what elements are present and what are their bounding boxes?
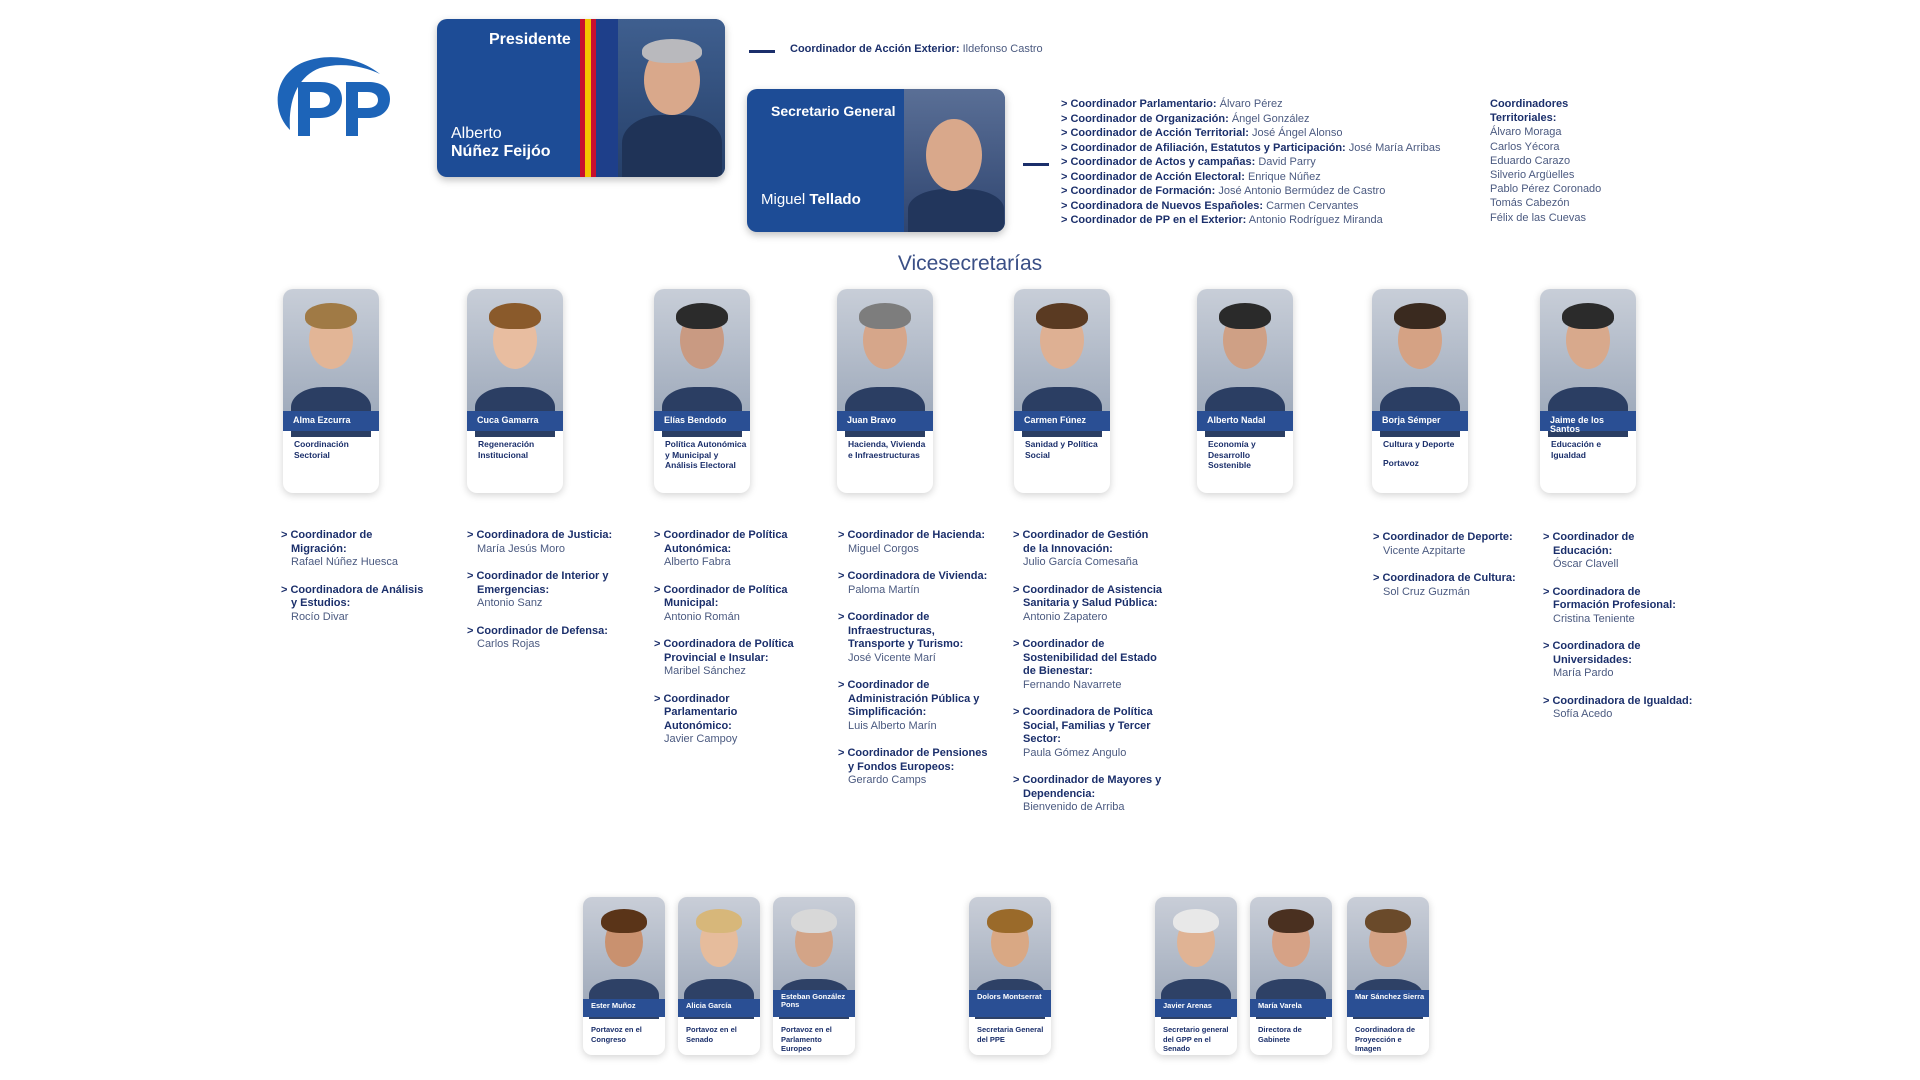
vice-photo-hair: [1394, 303, 1446, 329]
bottom-card: [1250, 897, 1332, 1055]
presidente-role: Presidente: [489, 31, 571, 48]
vice-card: [1540, 289, 1636, 493]
bottom-role: Directora de Gabinete: [1258, 1025, 1302, 1044]
bottom-card: [678, 897, 760, 1055]
coordinator-title: > Coordinador de Gestión de la Innovación:: [1013, 529, 1163, 556]
vice-role: [294, 439, 378, 460]
coordinator-name: Alberto Fabra: [664, 556, 731, 568]
vice-photo: [654, 289, 750, 431]
territorial-name: Silverio Argüelles: [1490, 169, 1575, 182]
vice-name: Carmen Fúnez: [1014, 411, 1110, 431]
coordinador-title: > Coordinador de Acción Electoral:: [1061, 170, 1245, 183]
coordinator-item: [281, 529, 431, 570]
vice-card: [1014, 289, 1110, 493]
coordinador-row: [1061, 184, 1481, 199]
bottom-photo-hair: [1365, 909, 1411, 933]
vice-photo-hair: [1562, 303, 1614, 329]
vicesecretarias-title: Vicesecretarías: [897, 252, 1043, 275]
coordinator-name: Maribel Sánchez: [664, 665, 746, 677]
secretario-name: [761, 191, 861, 208]
vice-role: [848, 439, 932, 460]
coordinator-item: [1543, 640, 1693, 681]
vice-card: [654, 289, 750, 493]
coordinator-item: [654, 638, 804, 679]
bottom-photo-hair: [1173, 909, 1219, 933]
secretario-card: [747, 89, 1005, 232]
vice-coordinators: [1373, 531, 1523, 613]
territorial-name: Eduardo Carazo: [1490, 154, 1571, 167]
coordinador-row: [1061, 155, 1481, 170]
coordinator-title: > Coordinador de Deporte:: [1373, 531, 1523, 545]
coordinator-title: > Coordinador de Educación:: [1543, 531, 1693, 558]
vice-card: [837, 289, 933, 493]
bottom-name: Ester Muñoz: [583, 999, 665, 1017]
vice-name: Alma Ezcurra: [283, 411, 379, 431]
coordinator-name: Sofía Acedo: [1553, 708, 1613, 720]
coordinator-title: > Coordinador de Pensiones y Fondos Europeos:: [838, 747, 988, 774]
territorial-name: Félix de las Cuevas: [1490, 211, 1586, 224]
territorial-name: Carlos Yécora: [1490, 140, 1560, 153]
coordinator-item: [467, 625, 617, 652]
vice-photo-hair: [859, 303, 911, 329]
coordinador-title: > Coordinador de Actos y campañas:: [1061, 156, 1256, 168]
vice-photo: [1372, 289, 1468, 431]
bottom-name: Javier Arenas: [1155, 999, 1237, 1017]
coordinador-row: [1061, 112, 1481, 127]
coordinator-name: Vicente Azpitarte: [1383, 544, 1466, 557]
bottom-name: María Varela: [1250, 999, 1332, 1017]
vice-role-text: Economía y Desarrollo Sostenible: [1208, 439, 1256, 470]
bottom-name: Mar Sánchez Sierra: [1347, 990, 1429, 1017]
vice-coordinators: [281, 529, 431, 638]
vice-role: [1025, 439, 1109, 460]
coordinator-title: > Coordinador de Defensa:: [467, 625, 617, 639]
vice-name: Cuca Gamarra: [467, 411, 563, 431]
vice-role-text: Cultura y Deporte: [1383, 439, 1455, 449]
coordinator-name: Carlos Rojas: [477, 638, 540, 650]
coordinador-title: > Coordinador de Organización:: [1061, 112, 1229, 125]
coordinadores-territoriales: [1490, 97, 1640, 225]
coordinador-title: > Coordinador de Acción Territorial:: [1061, 127, 1249, 139]
coordinator-item: [838, 679, 988, 733]
coordinator-title: > Coordinador de Hacienda:: [838, 529, 988, 543]
bottom-photo-hair: [791, 909, 837, 933]
coordinator-name: Julio García Comesaña: [1023, 556, 1138, 568]
territorial-name: Álvaro Moraga: [1490, 126, 1562, 139]
vice-role: [1383, 439, 1467, 468]
coordinador-row: [1061, 170, 1481, 185]
coordinator-name: Gerardo Camps: [848, 774, 927, 786]
coordinator-title: > Coordinadora de Justicia:: [467, 529, 617, 543]
secretario-last-name: Tellado: [809, 191, 861, 208]
coordinator-name: Cristina Teniente: [1553, 612, 1635, 625]
coordinador-name: Álvaro Pérez: [1219, 98, 1283, 110]
vice-coordinators: [654, 529, 804, 761]
vice-card: [1372, 289, 1468, 493]
vice-photo-hair: [305, 303, 357, 329]
coordinator-name: Paula Gómez Angulo: [1023, 746, 1127, 759]
coordinator-item: [1013, 529, 1163, 570]
coordinator-name: María Jesús Moro: [477, 542, 566, 555]
coordinator-title: > Coordinadora de Cultura:: [1373, 572, 1523, 586]
coordinator-item: [838, 611, 988, 665]
coordinator-title: > Coordinadora de Universidades:: [1543, 640, 1693, 667]
bottom-role: Portavoz en el Parlamento Europeo: [781, 1025, 832, 1053]
coordinator-title: > Coordinadora de Política Provincial e Insular:: [654, 638, 804, 665]
coordinador-name: Ángel González: [1231, 112, 1310, 125]
bottom-photo-hair: [696, 909, 742, 933]
bottom-card: [969, 897, 1051, 1055]
coordinador-name: José Ángel Alonso: [1252, 127, 1343, 139]
vice-photo: [1197, 289, 1293, 431]
bottom-photo-hair: [1268, 909, 1314, 933]
vice-role: [478, 439, 562, 460]
coordinator-name: Antonio Zapatero: [1023, 610, 1108, 623]
vice-name: Jaime de los Santos: [1540, 411, 1636, 431]
secretario-role: Secretario General: [771, 103, 896, 119]
coordinador-row: [1061, 213, 1481, 228]
coordinator-name: Sol Cruz Guzmán: [1383, 585, 1470, 598]
coordinator-item: [654, 584, 804, 625]
vice-photo: [837, 289, 933, 431]
coordinator-title: > Coordinador de Asistencia Sanitaria y Salud Pública:: [1013, 584, 1163, 611]
coordinador-row: [1061, 199, 1481, 214]
coordinator-name: Rocío Divar: [291, 610, 349, 623]
accion-exterior-line: [790, 43, 1043, 55]
coordinator-title: > Coordinadora de Formación Profesional:: [1543, 586, 1693, 613]
territoriales-heading: Coordinadores: [1490, 98, 1569, 110]
vice-coordinators: [467, 529, 617, 666]
bottom-name: Dolors Montserrat: [969, 990, 1051, 1017]
coordinator-item: [281, 584, 431, 625]
vice-role-text: Sanidad y Política Social: [1025, 439, 1098, 460]
coordinator-title: > Coordinador de Migración:: [281, 529, 431, 556]
vice-name: Borja Sémper: [1372, 411, 1468, 431]
coordinator-title: > Coordinadora de Igualdad:: [1543, 695, 1693, 709]
bottom-role: Secretario general del GPP en el Senado: [1163, 1025, 1229, 1053]
vice-photo-hair: [489, 303, 541, 329]
vice-photo-hair: [1219, 303, 1271, 329]
coordinator-item: [1373, 572, 1523, 599]
coordinator-title: > Coordinador Parlamentario Autonómico:: [654, 693, 804, 734]
bottom-card: [583, 897, 665, 1055]
coordinator-name: Antonio Román: [664, 610, 740, 623]
vice-coordinators: [1013, 529, 1163, 829]
bottom-role: Secretaria General del PPE: [977, 1025, 1044, 1044]
coordinador-row: [1061, 97, 1481, 112]
vice-coordinators: [838, 529, 988, 802]
coordinator-item: [1543, 695, 1693, 722]
coordinator-item: [654, 529, 804, 570]
vice-photo-hair: [676, 303, 728, 329]
vice-role-text: Política Autonómica y Municipal y Análisis Electoral: [665, 439, 747, 470]
coordinador-name: Antonio Rodríguez Miranda: [1248, 214, 1383, 226]
bottom-role: Portavoz en el Senado: [686, 1025, 737, 1044]
vice-card: [283, 289, 379, 493]
bottom-name: Alicia García: [678, 999, 760, 1017]
vice-role: [1551, 439, 1635, 460]
coordinator-title: > Coordinador de Sostenibilidad del Estado de Bienestar:: [1013, 638, 1163, 679]
vice-role-text: Regeneración Institucional: [478, 439, 535, 460]
coordinator-name: Antonio Sanz: [477, 597, 543, 609]
vice-role: [665, 439, 749, 471]
vice-role: [1208, 439, 1292, 471]
coordinator-title: > Coordinador de Política Autonómica:: [654, 529, 804, 556]
spain-flag: [580, 19, 596, 177]
coordinador-row: [1061, 141, 1481, 156]
coordinator-item: [654, 693, 804, 747]
coordinator-name: Luis Alberto Marín: [848, 719, 937, 732]
coordinator-title: > Coordinador de Mayores y Dependencia:: [1013, 774, 1163, 801]
vice-photo: [1014, 289, 1110, 431]
presidente-first-name: Alberto: [451, 125, 502, 142]
coordinator-item: [838, 570, 988, 597]
bottom-photo-hair: [987, 909, 1033, 933]
coordinator-item: [1013, 706, 1163, 760]
vice-card: [467, 289, 563, 493]
bottom-name: Esteban González Pons: [773, 990, 855, 1017]
coordinator-item: [467, 570, 617, 611]
coordinator-name: Rafael Núñez Huesca: [291, 556, 399, 568]
coordinador-title: > Coordinador de PP en el Exterior:: [1061, 214, 1247, 226]
presidente-card: [437, 19, 725, 177]
territorial-name: Tomás Cabezón: [1490, 197, 1570, 210]
connector-line: [1023, 163, 1049, 166]
coordinator-title: > Coordinadora de Vivienda:: [838, 570, 988, 584]
coordinator-item: [838, 747, 988, 788]
bottom-card: [773, 897, 855, 1055]
coordinator-title: > Coordinadora de Política Social, Familias y Tercer Sector:: [1013, 706, 1163, 747]
coordinator-item: [1013, 638, 1163, 692]
vice-role-text: Coordinación Sectorial: [294, 439, 349, 460]
vice-photo: [283, 289, 379, 431]
coordinator-title: > Coordinadora de Análisis y Estudios:: [281, 584, 431, 611]
coordinator-name: Bienvenido de Arriba: [1023, 801, 1125, 813]
bottom-card: [1155, 897, 1237, 1055]
coordinador-title: > Coordinador de Formación:: [1061, 185, 1216, 197]
coordinator-title: > Coordinador de Interior y Emergencias:: [467, 570, 617, 597]
coordinador-name: José María Arribas: [1348, 141, 1441, 154]
vice-photo: [1540, 289, 1636, 431]
vice-role-text: Hacienda, Vivienda e Infraestructuras: [848, 439, 926, 460]
coordinator-title: > Coordinador de Infraestructuras, Transporte y Turismo:: [838, 611, 988, 652]
vice-role-text: Educación e Igualdad: [1551, 439, 1602, 460]
coordinator-item: [467, 529, 617, 556]
coordinador-title: > Coordinadora de Nuevos Españoles:: [1061, 199, 1264, 212]
vice-photo-hair: [1036, 303, 1088, 329]
coordinator-item: [1373, 531, 1523, 558]
vice-photo: [467, 289, 563, 431]
coordinator-name: Fernando Navarrete: [1023, 678, 1122, 691]
bottom-role: Portavoz en el Congreso: [591, 1025, 642, 1044]
coordinador-title: > Coordinador de Afiliación, Estatutos y Participación:: [1061, 141, 1346, 154]
coordinador-name: David Parry: [1258, 156, 1316, 168]
vice-name: Juan Bravo: [837, 411, 933, 431]
coordinator-item: [1543, 531, 1693, 572]
coordinador-name: Enrique Núñez: [1247, 170, 1321, 183]
eu-flag: [596, 19, 618, 177]
territorial-name: Pablo Pérez Coronado: [1490, 183, 1602, 196]
coordinator-name: María Pardo: [1553, 667, 1614, 679]
coordinator-item: [838, 529, 988, 556]
coordinator-item: [1013, 584, 1163, 625]
coordinator-name: Paloma Martín: [848, 583, 920, 596]
coordinador-row: [1061, 126, 1481, 141]
vice-coordinators: [1543, 531, 1693, 736]
coordinator-item: [1013, 774, 1163, 815]
coordinator-item: [1543, 586, 1693, 627]
bottom-card: [1347, 897, 1429, 1055]
coordinator-title: > Coordinador de Administración Pública y Simplificación:: [838, 679, 988, 720]
coordinator-name: Miguel Corgos: [848, 542, 919, 555]
coordinator-title: > Coordinador de Política Municipal:: [654, 584, 804, 611]
bottom-photo-hair: [601, 909, 647, 933]
coordinadores-list: [1061, 97, 1481, 228]
secretario-photo: [904, 89, 1005, 232]
secretario-first-name: Miguel: [761, 191, 806, 208]
presidente-last-name: Núñez Feijóo: [451, 143, 551, 160]
vice-card: [1197, 289, 1293, 493]
pp-logo: [268, 52, 398, 142]
coordinator-name: Óscar Clavell: [1553, 558, 1619, 570]
accion-exterior-title: Coordinador de Acción Exterior:: [790, 43, 960, 55]
vice-role-extra: Portavoz: [1383, 457, 1419, 468]
connector-line: [749, 50, 775, 53]
coordinador-title: > Coordinador Parlamentario:: [1061, 98, 1217, 110]
territoriales-heading: Territoriales:: [1490, 112, 1557, 125]
coordinador-name: José Antonio Bermúdez de Castro: [1218, 185, 1386, 197]
coordinador-name: Carmen Cervantes: [1266, 199, 1359, 212]
bottom-role: Coordinadora de Proyección e Imagen: [1355, 1025, 1416, 1053]
vice-name: Elías Bendodo: [654, 411, 750, 431]
accion-exterior-name: Ildefonso Castro: [962, 43, 1043, 55]
vice-name: Alberto Nadal: [1197, 411, 1293, 431]
coordinator-name: José Vicente Marí: [848, 651, 936, 664]
coordinator-name: Javier Campoy: [664, 733, 738, 745]
